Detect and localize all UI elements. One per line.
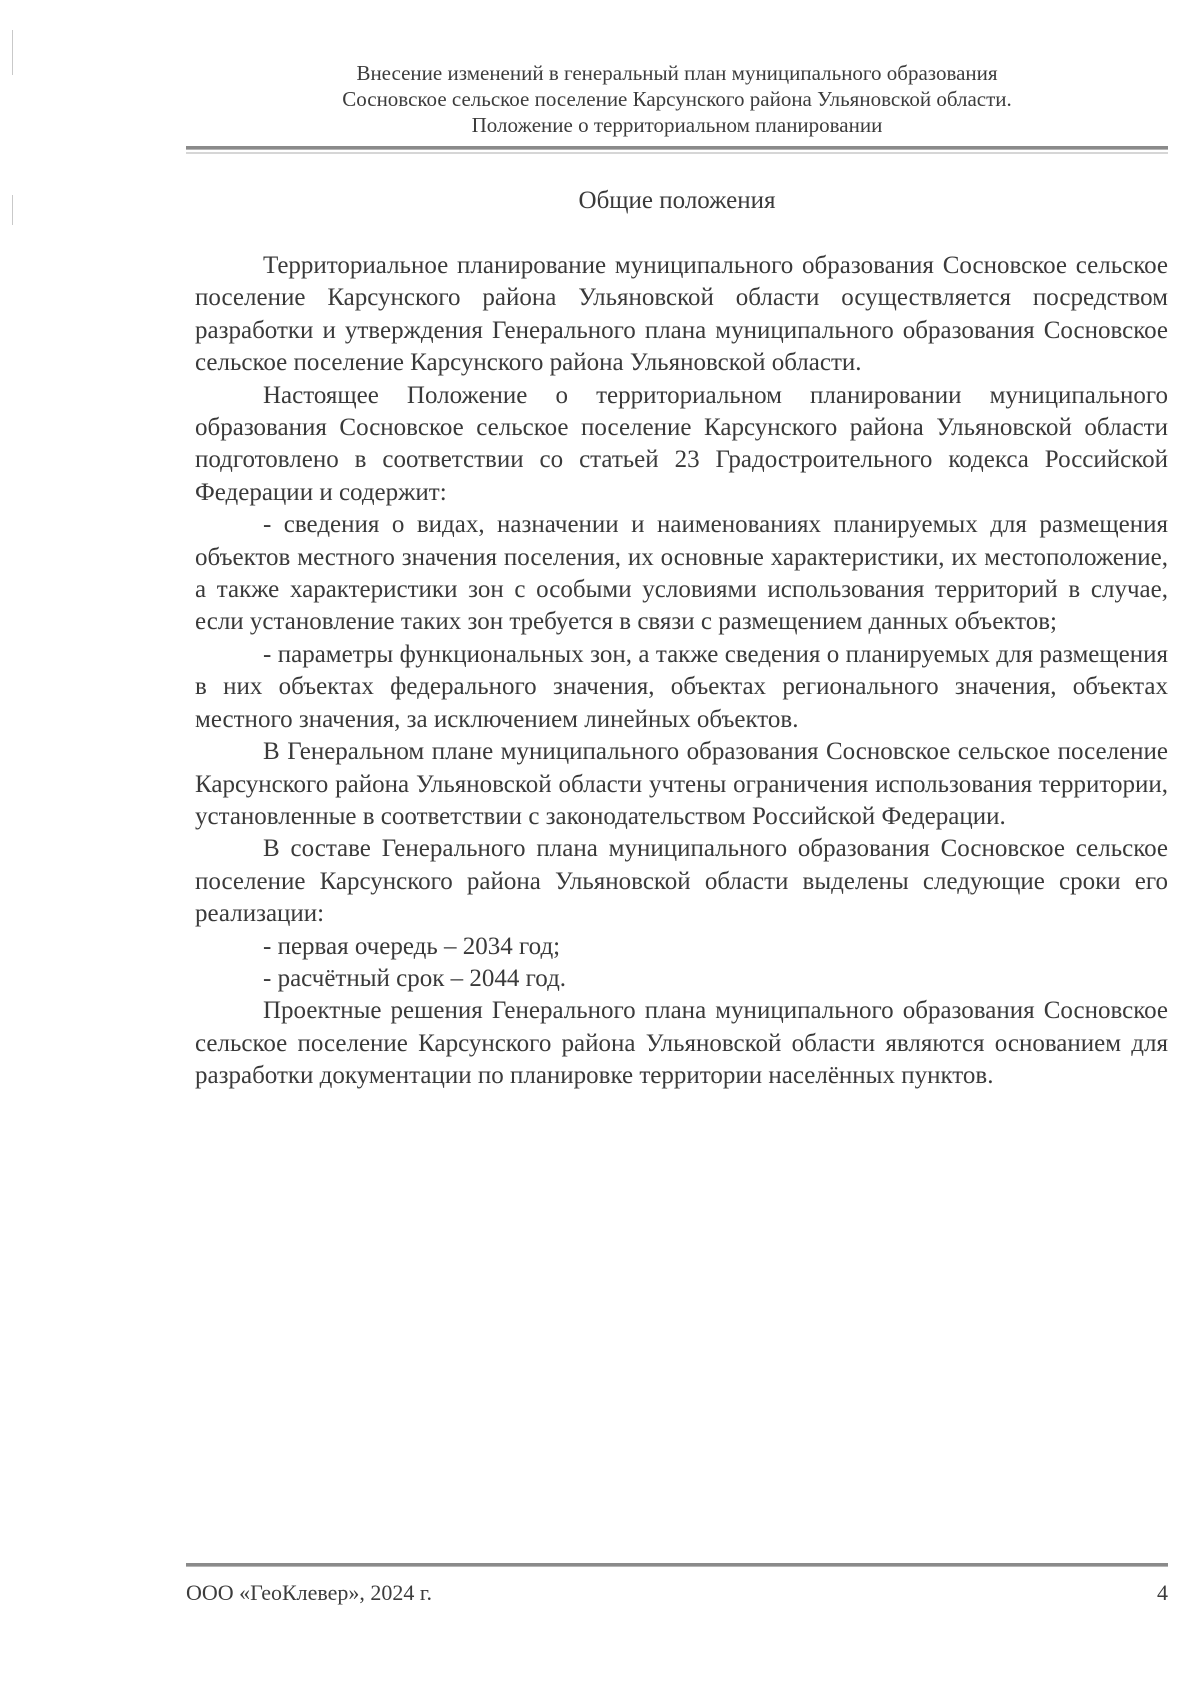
paragraph-regulation-contents: Настоящее Положение о территориальном планировании муниципального образования Сосновское сельское поселение Карсунского района Ульяновской области подготовлено в соответствии со статьей 23 Градостроительного кодекса Российской Федерации и содержит: bbox=[195, 381, 1168, 506]
paragraph-territorial-planning: Территориальное планирование муниципального образования Сосновское сельское поселение Карсунского района Ульяновской области осуществляется посредством разработки и утверждения Генерального плана муниципального образования Сосновское сельское поселение Карсунского района Ульяновской области. bbox=[195, 252, 1168, 377]
footer-organization: ООО «ГеоКлевер», 2024 г. bbox=[186, 1580, 432, 1605]
section-title: Общие положения bbox=[578, 187, 776, 214]
header-line-1: Внесение изменений в генеральный план муниципального образования bbox=[356, 61, 998, 85]
list-item-first-stage: - первая очередь – 2034 год; bbox=[263, 932, 561, 960]
paragraph-design-decisions: Проектные решения Генерального плана муниципального образования Сосновское сельское поселение Карсунского района Ульяновской области являются основанием для разработки документации по планировке территории населённых пунктов. bbox=[195, 997, 1168, 1090]
paragraph-implementation-terms: В составе Генерального плана муниципального образования Сосновское сельское поселение Карсунского района Ульяновской области выделены следующие сроки его реализации: bbox=[195, 835, 1168, 928]
header-line-3: Положение о территориальном планировании bbox=[471, 113, 883, 137]
page-number: 4 bbox=[1157, 1580, 1168, 1605]
binding-mark-middle bbox=[12, 195, 13, 225]
body-text bbox=[195, 250, 1168, 1093]
footer-rule bbox=[186, 1563, 1168, 1567]
list-item-design-term: - расчётный срок – 2044 год. bbox=[263, 964, 567, 992]
binding-mark-top bbox=[12, 30, 13, 75]
paragraph-restrictions: В Генеральном плане муниципального образования Сосновское сельское поселение Карсунского района Ульяновской области учтены ограничения использования территории, установленные в соответствии с законодательством Российской Федерации. bbox=[195, 738, 1168, 830]
header-rule bbox=[186, 146, 1168, 150]
list-item-local-objects: - сведения о видах, назначении и наименованиях планируемых для размещения объектов местного значения поселения, их основные характеристики, их местоположение, а также характеристики зон с особыми условиями использования территорий в случае, если установление таких зон требуется в связи с размещением данных объектов; bbox=[195, 511, 1168, 636]
list-item-functional-zones: - параметры функциональных зон, а также сведения о планируемых для размещения в них объектах федерального значения, объектах регионального значения, объектах местного значения, за исключением линейных объектов. bbox=[195, 640, 1168, 733]
header-line-2: Сосновское сельское поселение Карсунского района Ульяновской области. bbox=[342, 87, 1012, 111]
running-header bbox=[186, 60, 1168, 138]
